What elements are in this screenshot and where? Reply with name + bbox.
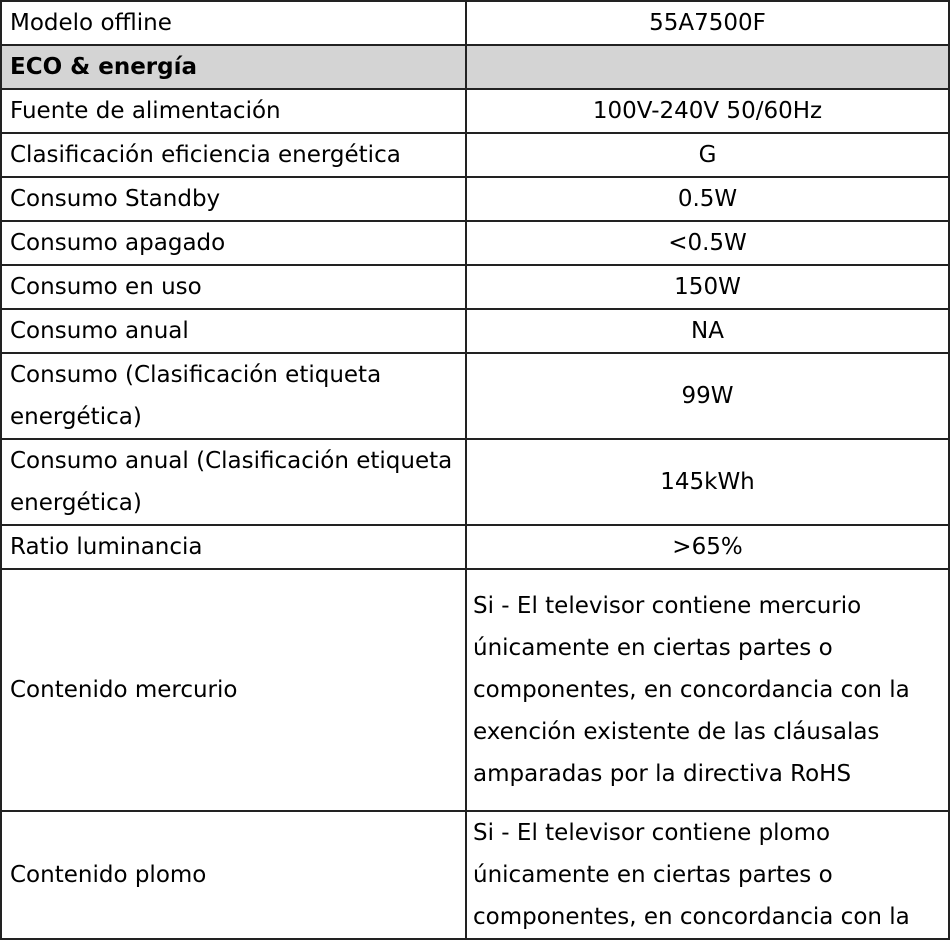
- section-title: ECO & energía: [1, 45, 466, 89]
- row-value: 100V-240V 50/60Hz: [466, 89, 949, 133]
- row-label: Contenido plomo: [1, 811, 466, 939]
- row-value: G: [466, 133, 949, 177]
- row-value: <0.5W: [466, 221, 949, 265]
- section-header-row: [1, 45, 949, 89]
- table-row: [1, 811, 949, 939]
- row-label: Modelo offline: [1, 1, 466, 45]
- row-label: Consumo anual: [1, 309, 466, 353]
- row-label: Ratio luminancia: [1, 525, 466, 569]
- row-value: 145kWh: [466, 439, 949, 525]
- table-row: [1, 569, 949, 811]
- table-row: [1, 439, 949, 525]
- table-row: [1, 353, 949, 439]
- table-row: [1, 1, 949, 45]
- row-label: Consumo apagado: [1, 221, 466, 265]
- row-value: 0.5W: [466, 177, 949, 221]
- row-label: Consumo Standby: [1, 177, 466, 221]
- row-value: 99W: [466, 353, 949, 439]
- row-value: Si - El televisor contiene mercurio únicamente en ciertas partes o componentes, en concordancia con la exención existente de las cláusalas amparadas por la directiva RoHS: [466, 569, 949, 811]
- row-label: Clasificación eficiencia energética: [1, 133, 466, 177]
- row-value: 55A7500F: [466, 1, 949, 45]
- row-label: Contenido mercurio: [1, 569, 466, 811]
- row-value: NA: [466, 309, 949, 353]
- table-row: [1, 525, 949, 569]
- table-row: [1, 309, 949, 353]
- row-value: 150W: [466, 265, 949, 309]
- row-value: >65%: [466, 525, 949, 569]
- row-label: Consumo en uso: [1, 265, 466, 309]
- table-row: [1, 265, 949, 309]
- row-value: Si - El televisor contiene plomo únicamente en ciertas partes o componentes, en concordancia con la: [466, 811, 949, 939]
- table-row: [1, 177, 949, 221]
- table-row: [1, 221, 949, 265]
- row-label: Consumo anual (Clasificación etiqueta energética): [1, 439, 466, 525]
- row-label: Consumo (Clasificación etiqueta energética): [1, 353, 466, 439]
- table-row: [1, 89, 949, 133]
- table-row: [1, 133, 949, 177]
- section-value: [466, 45, 949, 89]
- row-label: Fuente de alimentación: [1, 89, 466, 133]
